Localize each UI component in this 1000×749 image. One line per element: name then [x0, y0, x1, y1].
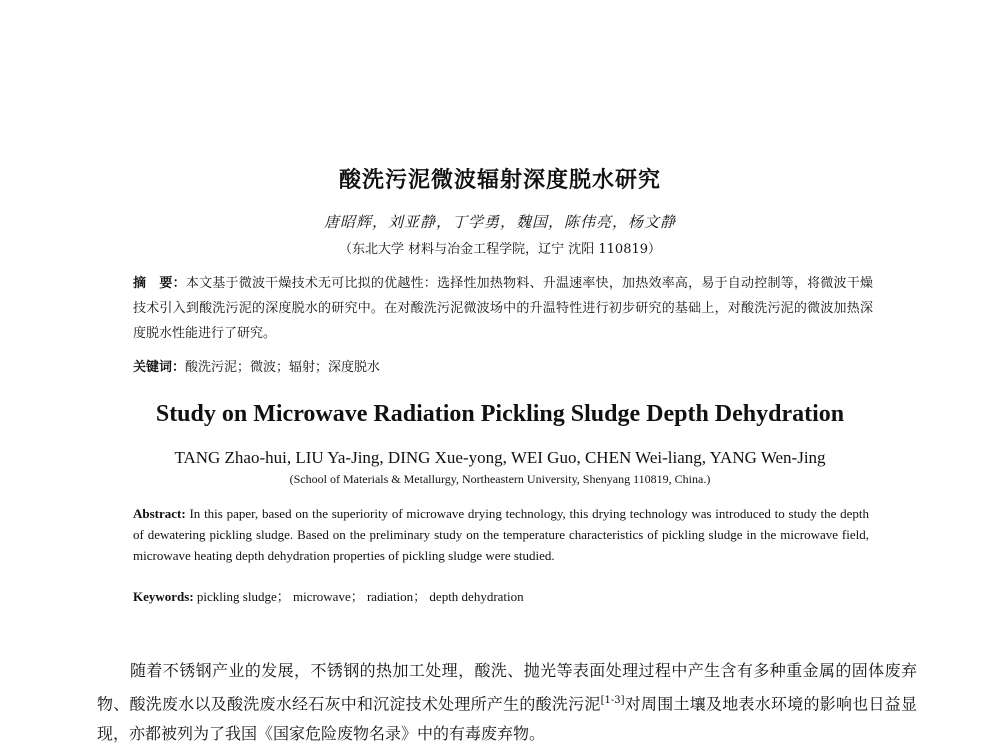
english-keywords	[133, 586, 869, 605]
english-keywords-text: pickling sludge； microwave； radiation； depth dehydration	[193, 589, 524, 604]
body-text-part-2: 对周围土壤及地表水环境的影响也日益显现，亦都被列为了我国《国家危险废物名录》中的有毒废弃物。	[97, 694, 917, 744]
english-title: Study on Microwave Radiation Pickling Sludge Depth Dehydration	[155, 401, 845, 427]
chinese-keywords-text: 酸洗污泥；微波；辐射；深度脱水	[185, 360, 381, 375]
chinese-keywords	[133, 356, 873, 375]
english-authors: TANG Zhao-hui, LIU Ya-Jing, DING Xue-yong, WEI Guo, CHEN Wei-liang, YANG Wen-Jing	[174, 448, 826, 467]
chinese-authors: 唐昭辉，刘亚静，丁学勇，魏国，陈伟亮，杨文静	[323, 213, 676, 231]
body-paragraph	[97, 656, 917, 749]
english-abstract-label: Abstract:	[133, 506, 186, 521]
chinese-abstract-text: 本文基于微波干燥技术无可比拟的优越性：选择性加热物料、升温速率快，加热效率高，易于自动控制等，将微波干燥技术引入到酸洗污泥的深度脱水的研究中。在对酸洗污泥微波场中的升温特性进行初步研究的基础上，对酸洗污泥的微波加热深度脱水性能进行了研究。	[133, 276, 873, 341]
body-text-part-1: 随着不锈钢产业的发展，不锈钢的热加工处理，酸洗、抛光等表面处理过程中产生含有多种重金属的固体废弃物、酸洗废水以及酸洗废水经石灰中和沉淀技术处理所产生的酸洗污泥	[97, 661, 917, 714]
chinese-abstract-label: 摘 要：	[133, 276, 186, 291]
chinese-keywords-label: 关键词：	[133, 360, 186, 375]
english-abstract	[133, 503, 869, 566]
chinese-abstract	[133, 271, 873, 346]
chinese-affiliation: （东北大学 材料与冶金工程学院，辽宁 沈阳 110819）	[338, 242, 662, 257]
english-abstract-text: In this paper, based on the superiority of microwave drying technology, this drying technology was introduced to study the depth of dewatering pickling sludge. Based on the preliminary study on the temperature characteristics of pickling sludge in the microwave field, microwave heating depth dehydration properties of pickling sludge were studied.	[133, 506, 869, 563]
chinese-title: 酸洗污泥微波辐射深度脱水研究	[338, 168, 661, 193]
english-keywords-label: Keywords:	[133, 589, 194, 604]
citation-ref: [1-3]	[600, 695, 625, 706]
english-affiliation: (School of Materials & Metallurgy, Northeastern University, Shenyang 110819, China.)	[289, 472, 711, 486]
